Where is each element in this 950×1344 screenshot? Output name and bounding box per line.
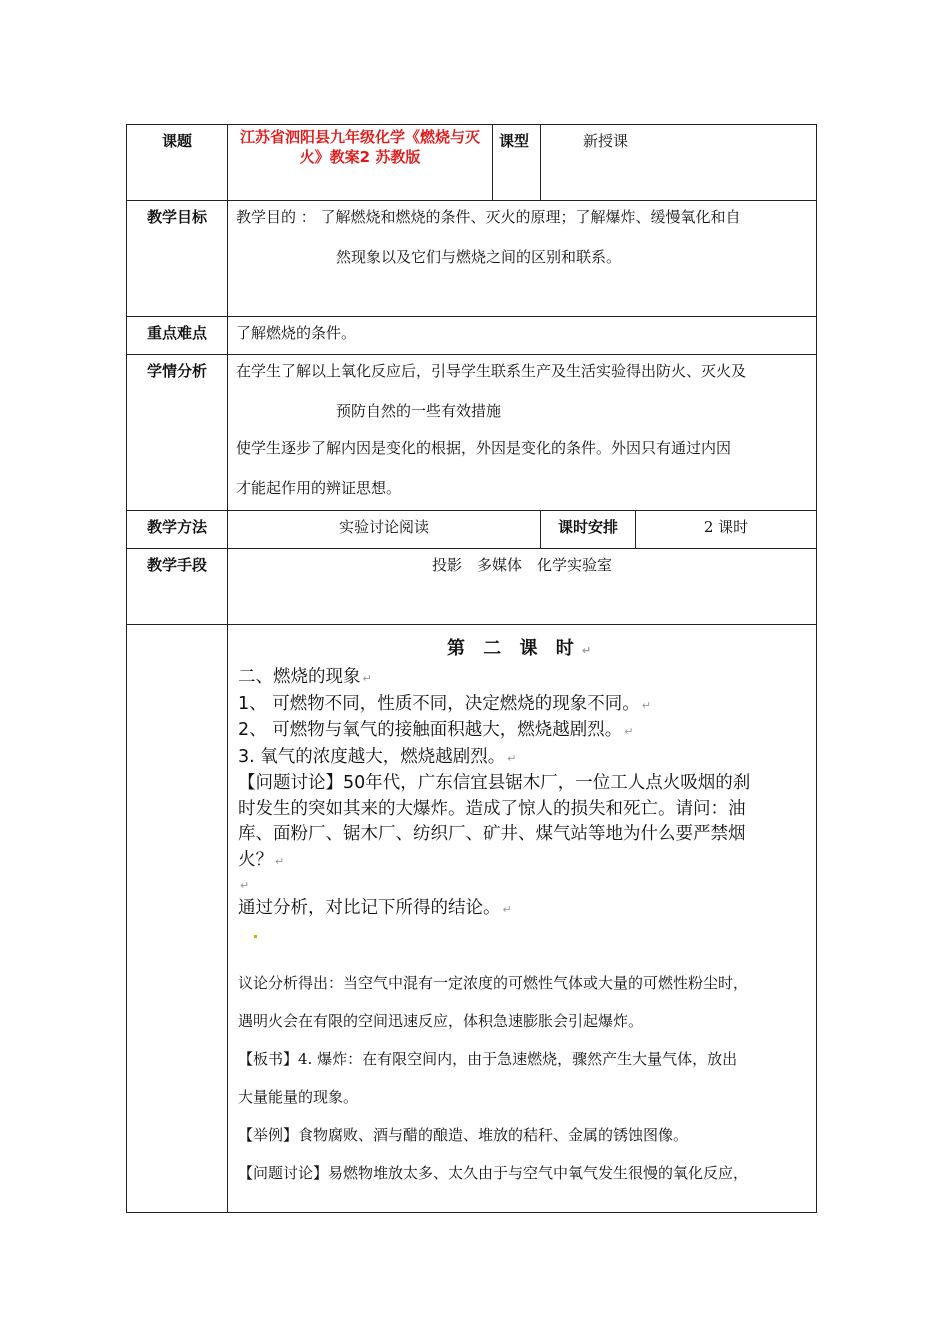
analysis-label: 学情分析 <box>127 355 228 511</box>
analysis-line-3: 使学生逐步了解内因是变化的根据，外因是变化的条件。外因只有通过内因 <box>236 439 732 457</box>
goals-label: 教学目标 <box>127 201 228 317</box>
discussion-2-line: 【问题讨论】易燃物堆放太多、太久由于与空气中氧气发生很慢的氧化反应， <box>238 1163 749 1182</box>
analysis-line-1: 在学生了解以上氧化反应后，引导学生联系生产及生活实验得出防火、灭火及 <box>236 362 747 380</box>
row-analysis <box>127 355 817 511</box>
lesson-label-empty <box>127 625 228 1213</box>
conclusion-line-2: 遇明火会在有限的空间迅速反应，体积急速膨胀会引起爆炸。 <box>238 1011 644 1030</box>
analysis-content <box>228 355 817 511</box>
lesson-section-title: 二、燃烧的现象 ↵ <box>238 667 372 687</box>
row-goals <box>127 201 817 317</box>
goals-content <box>228 201 817 317</box>
means-label: 教学手段 <box>127 549 228 625</box>
goals-line-1: 教学目的 ： 了解燃烧和燃烧的条件、灭火的原理；了解爆炸、缓慢氧化和自 <box>236 208 741 226</box>
lesson-plan-table <box>126 124 817 1213</box>
analysis-line-2: 预防自然的一些有效措施 <box>336 402 502 420</box>
topic-label: 课题 <box>127 125 228 201</box>
schedule-value: 2 课时 <box>636 511 817 549</box>
method-label: 教学方法 <box>127 511 228 549</box>
method-value: 实验讨论阅读 <box>228 511 541 549</box>
board-line-2: 大量能量的现象。 <box>238 1087 359 1106</box>
topic-title: 江苏省泗阳县九年级化学《燃烧与灭火》教案2 苏教版 <box>228 125 493 201</box>
row-means <box>127 549 817 625</box>
key-points-label: 重点难点 <box>127 317 228 355</box>
key-points-text: 了解燃烧的条件。 <box>228 317 817 355</box>
schedule-label: 课时安排 <box>541 511 636 549</box>
lesson-analysis-note: 通过分析，对比记下所得的结论。 ↵ <box>238 898 512 918</box>
examples-line: 【举例】食物腐败、酒与醋的酿造、堆放的秸秆、金属的锈蚀图像。 <box>238 1125 689 1144</box>
row-topic <box>127 125 817 201</box>
empty-paragraph: ↵ <box>240 879 250 892</box>
lesson-content <box>228 625 817 1213</box>
row-lesson <box>127 625 817 1213</box>
means-value: 投影 多媒体 化学实验室 <box>228 549 817 625</box>
lesson-point-1: 1、 可燃物不同，性质不同，决定燃烧的现象不同。 ↵ <box>238 693 651 714</box>
goals-line-2: 然现象以及它们与燃烧之间的区别和联系。 <box>336 248 622 266</box>
lesson-point-2: 2、 可燃物与氧气的接触面积越大，燃烧越剧烈。 ↵ <box>238 720 634 740</box>
lesson-discussion: 【问题讨论】50年代，广东信宜县锯木厂，一位工人点火吸烟的刹时发生的突如其来的大爆炸。造成了惊人的损失和死亡。请问：油库、面粉厂、锯木厂、纺织厂、矿井、煤气站等地为什么要严禁烟火？ ↵ <box>238 773 751 870</box>
board-line-1: 【板书】4. 爆炸：在有限空间内，由于急速燃烧，骤然产生大量气体，放出 <box>238 1049 738 1068</box>
conclusion-line-1: 议论分析得出：当空气中混有一定浓度的可燃性气体或大量的可燃性粉尘时， <box>238 973 749 992</box>
yellow-dot-mark <box>238 923 806 963</box>
type-label: 课型 <box>493 125 541 201</box>
lesson-point-3: 3. 氧气的浓度越大，燃烧越剧烈。 ↵ <box>238 746 517 767</box>
lesson-heading: 第 二 课 时 ↵ <box>447 638 598 659</box>
row-method <box>127 511 817 549</box>
analysis-line-4: 才能起作用的辨证思想。 <box>236 479 402 497</box>
row-key-points <box>127 317 817 355</box>
type-value: 新授课 <box>541 125 817 201</box>
